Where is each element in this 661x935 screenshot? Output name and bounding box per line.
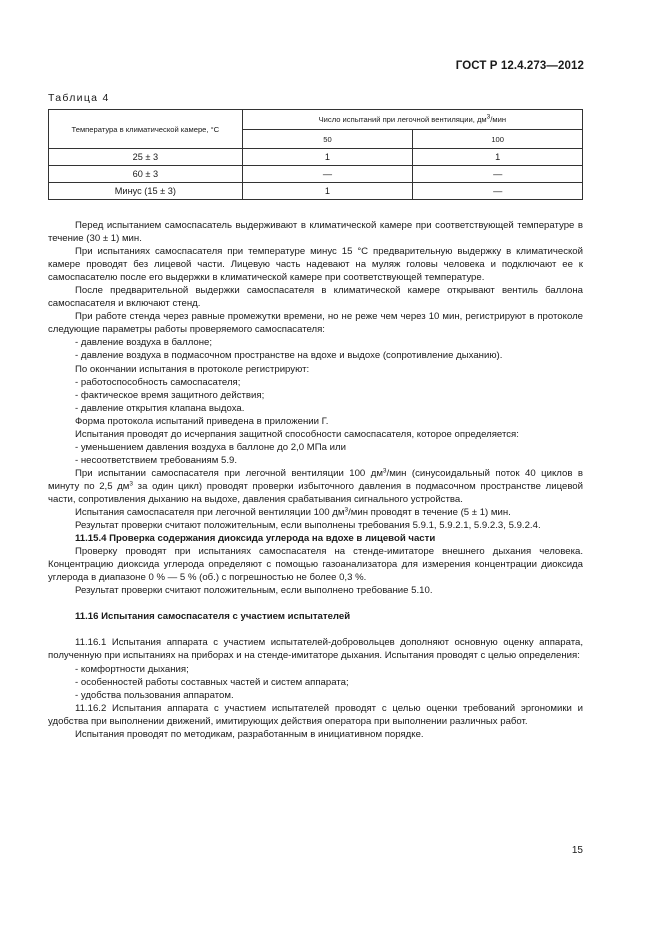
paragraph-part: /мин (синусоидальный поток 40 циклов в минуту по 2,5 дм (48, 467, 583, 492)
paragraph: Проверку проводят при испытаниях самоспасателя на стенде-имитаторе внешнего дыхания человека. Концентрацию диоксида углерода определяют с помощью газоанализатора для измерения концентрации диоксида углерода в диапазоне 0 % — 5 % (об.) с погрешностью не более 0,3 %. (48, 546, 583, 584)
cell-100: — (413, 183, 583, 200)
cell-temperature: 60 ± 3 (49, 166, 243, 183)
list-item: - давление открытия клапана выдоха. (75, 402, 245, 414)
paragraph-part: Испытания самоспасателя при легочной вентиляции 100 дм (75, 507, 345, 519)
list-item: - комфортности дыхания; (75, 663, 189, 675)
paragraph (48, 506, 583, 519)
body-text (48, 219, 583, 741)
paragraph: По окончании испытания в протоколе регистрируют: (75, 363, 310, 375)
column-header-test-count (242, 110, 582, 130)
section-heading: 11.15.4 Проверка содержания диоксида углерода на вдохе в лицевой части (75, 533, 436, 545)
paragraph: Испытания проводят до исчерпания защитной способности самоспасателя, которое определяется: (75, 428, 519, 440)
paragraph: При работе стенда через равные промежутки времени, но не реже чем через 10 мин, регистрируют в протоколе следующие параметры работы проверяемого самоспасателя: (48, 311, 583, 336)
paragraph: Результат проверки считают положительным, если выполнено требование 5.10. (75, 585, 433, 597)
paragraph: 11.16.2 Испытания аппарата с участием испытателей проводят с целью оценки требований эргономики и удобства при выполнении движений, имитирующих действия оператора при выполнении различных работ. (48, 702, 583, 727)
temperature-table (48, 109, 583, 200)
paragraph-part: за один цикл) проводят проверки избыточного давления в подмасочном пространстве лицевой части, сопротивления дыханию на выдохе, давления срабатывания сигнального устройства. (48, 480, 583, 505)
exponent: 3 (129, 480, 134, 488)
column-header-temperature: Температура в климатической камере, °С (49, 110, 243, 149)
cell-100: — (413, 166, 583, 183)
test-count-label-exponent: 3 (486, 113, 491, 121)
test-count-label-unit: /мин (490, 115, 507, 124)
list-item: - уменьшением давления воздуха в баллоне до 2,0 МПа или (75, 441, 346, 453)
list-item: - удобства пользования аппаратом. (75, 689, 234, 701)
list-item: - фактическое время защитного действия; (75, 389, 265, 401)
paragraph-part: При испытании самоспасателя при легочной вентиляции 100 дм (75, 467, 383, 479)
paragraph: Перед испытанием самоспасатель выдерживают в климатической камере при соответствующей температуре в течение (30 ± 1) мин. (48, 220, 583, 245)
list-item: - давление воздуха в баллоне; (75, 337, 213, 349)
paragraph: При испытаниях самоспасателя при температуре минус 15 °С предварительную выдержку в климатической камере проводят без лицевой части. Лицевую часть надевают на муляж головы человека и подключают ее к самоспасателю после его выдержки в климатической камере при соответствующей температуре. (48, 246, 583, 284)
list-item: - несоответствием требованиям 5.9. (75, 454, 238, 466)
cell-temperature: 25 ± 3 (49, 149, 243, 166)
cell-100: 1 (413, 149, 583, 166)
list-item: - особенностей работы составных частей и систем аппарата; (75, 676, 349, 688)
exponent: 3 (382, 467, 387, 475)
exponent: 3 (344, 506, 349, 514)
table-caption: Таблица 4 (48, 92, 110, 104)
paragraph: 11.16.1 Испытания аппарата с участием испытателей-добровольцев дополняют основную оценку аппарата, полученную при испытаниях на приборах и на стенде-имитаторе дыхания. Испытания проводят с целью определения: (48, 637, 583, 662)
paragraph: После предварительной выдержки самоспасателя в климатической камере открывают вентиль баллона самоспасателя и включают стенд. (48, 285, 583, 310)
table-row (49, 166, 583, 183)
subheader-100: 100 (413, 130, 583, 149)
page-number: 15 (571, 845, 583, 856)
paragraph (48, 467, 583, 506)
list-item: - работоспособность самоспасателя; (75, 376, 241, 388)
paragraph: Форма протокола испытаний приведена в приложении Г. (75, 415, 329, 427)
subheader-50: 50 (242, 130, 413, 149)
table-row (49, 183, 583, 200)
document-header: ГОСТ Р 12.4.273—2012 (455, 60, 584, 72)
cell-temperature: Минус (15 ± 3) (49, 183, 243, 200)
section-heading: 11.16 Испытания самоспасателя с участием испытателей (75, 611, 351, 623)
table-row (49, 149, 583, 166)
test-count-label: Число испытаний при легочной вентиляции, дм (318, 115, 487, 124)
cell-50: 1 (242, 149, 413, 166)
paragraph: Результат проверки считают положительным, если выполнены требования 5.9.1, 5.9.2.1, 5.9.2.3, 5.9.2.4. (75, 520, 541, 532)
cell-50: — (242, 166, 413, 183)
paragraph: Испытания проводят по методикам, разработанным в инициативном порядке. (75, 728, 424, 740)
list-item: - давление воздуха в подмасочном пространстве на вдохе и выдохе (сопротивление дыханию). (75, 350, 503, 362)
cell-50: 1 (242, 183, 413, 200)
paragraph-part: /мин проводят в течение (5 ± 1) мин. (348, 507, 511, 519)
